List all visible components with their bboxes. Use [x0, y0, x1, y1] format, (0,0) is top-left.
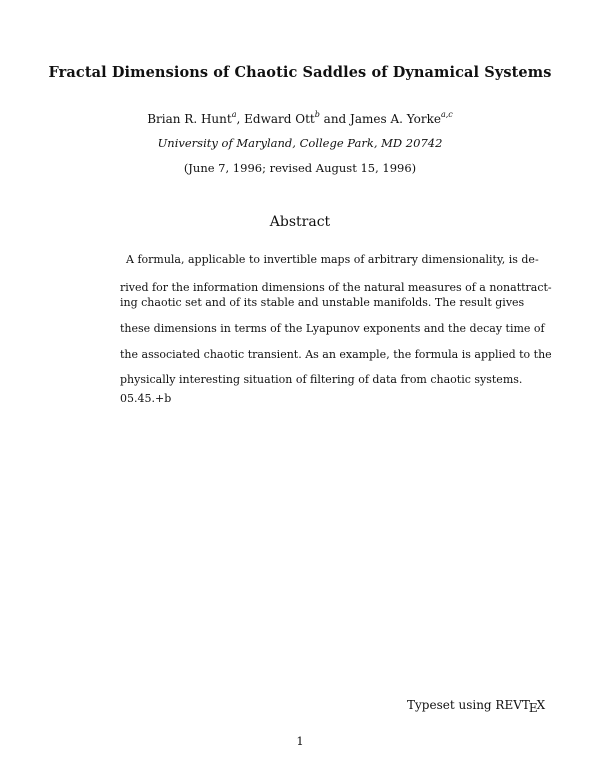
- affiliation: University of Maryland, College Park, MD 20742: [157, 136, 443, 150]
- date-line: (June 7, 1996; revised August 15, 1996): [183, 161, 417, 175]
- author-affil-mark: b: [314, 110, 320, 119]
- abstract-line: rived for the information dimensions of the natural measures of a nonattract-: [120, 281, 552, 294]
- author-name: Edward Ott: [244, 112, 315, 126]
- author-affil-mark: a: [231, 110, 237, 119]
- author-name: Brian R. Hunt: [147, 112, 232, 126]
- pacs-code: 05.45.+b: [120, 392, 172, 405]
- abstract-line: ing chaotic set and of its stable and unstable manifolds. The result gives: [120, 296, 525, 309]
- abstract-line: these dimensions in terms of the Lyapunov exponents and the decay time of: [120, 322, 545, 335]
- abstract-line: physically interesting situation of filtering of data from chaotic systems.: [120, 373, 523, 386]
- author-separator: ,: [236, 112, 245, 126]
- author-list: [0, 110, 600, 126]
- typeset-note: [407, 698, 545, 715]
- page-number: 1: [296, 734, 304, 748]
- author-affil-mark: a,c: [440, 110, 453, 119]
- abstract-line: the associated chaotic transient. As an example, the formula is applied to the: [120, 348, 552, 361]
- typeset-prefix: Typeset using: [407, 698, 496, 712]
- author-name: James A. Yorke: [350, 112, 441, 126]
- author-separator: and: [319, 112, 351, 126]
- abstract-heading: Abstract: [269, 214, 331, 230]
- abstract-line: A formula, applicable to invertible maps of arbitrary dimensionality, is de-: [126, 253, 539, 266]
- revtex-logo: REVTEX: [495, 698, 546, 715]
- paper-title: Fractal Dimensions of Chaotic Saddles of Dynamical Systems: [48, 64, 552, 81]
